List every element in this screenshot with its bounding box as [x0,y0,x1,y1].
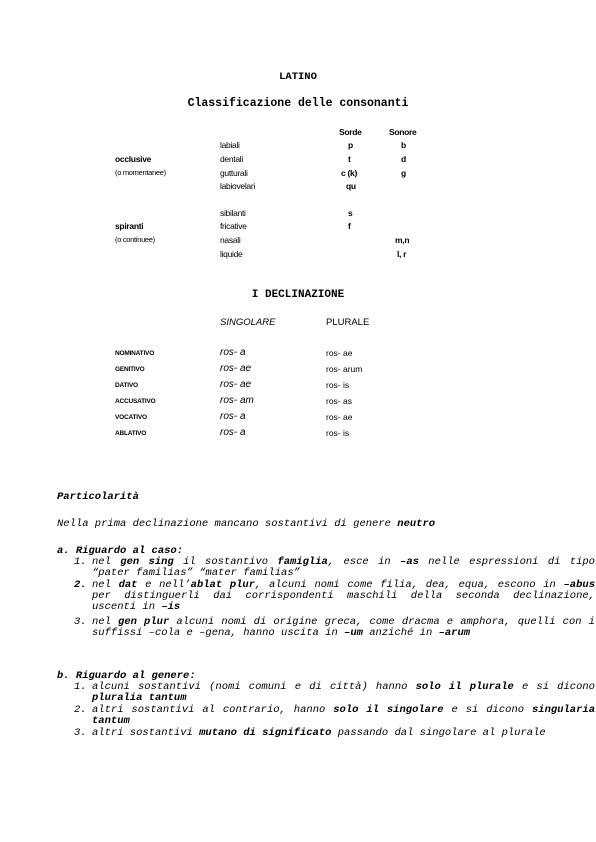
case-name: DATIVO [115,382,138,389]
list-item: 1. nel gen sing il sostantivo famiglia, esce in –as nelle espressioni di tipo “pater familias” “mater familias” [74,556,595,580]
sonore-value: m,n [395,235,410,245]
case-name: VOCATIVO [115,414,147,421]
list-item: 1. alcuni sostantivi (nomi comuni e di città) hanno solo il plurale e si dicono pluralia tantum [74,681,595,705]
list-item: 3. altri sostantivi mutano di significato passando dal singolare al plurale [74,727,546,739]
sonore-value: b [401,140,406,150]
page-title: LATINO [279,71,317,83]
declension-title: I DECLINAZIONE [251,289,345,301]
singular-form: ros- a [220,347,246,358]
sorde-value: qu [346,181,356,191]
plural-form: ros- is [326,428,350,438]
case-name: ABLATIVO [115,430,147,437]
sonore-value: d [401,154,406,164]
row-name: dentali [220,154,243,164]
section-heading-particolarita: Particolarità [57,491,139,503]
singular-form: ros- a [220,411,246,422]
singular-form: ros- a [220,427,246,438]
case-name: ACCUSATIVO [115,398,156,405]
sorde-value: s [348,208,353,218]
col-header-singolare: SINGOLARE [220,317,276,328]
list-item: 2. nel dat e nell’ablat plur, alcuni nomi come filia, dea, equa, escono in –abus per distinguerli dai corrispondenti maschili della seconda declinazione, uscenti in –is [74,579,595,614]
col-header-plurale: PLURALE [326,317,370,328]
plural-form: ros- arum [326,364,363,374]
row-name: sibilanti [220,208,246,218]
singular-form: ros- am [220,395,254,406]
row-name: labiali [220,140,240,150]
sorde-value: p [348,140,353,150]
sonore-value: l, r [397,249,407,259]
group-note-spiranti: (o continuee) [115,235,155,244]
sonore-value: g [401,168,406,178]
plural-form: ros- as [326,396,352,406]
row-name: nasali [220,235,241,245]
plural-form: ros- ae [326,412,353,422]
sorde-value: c (k) [341,168,357,178]
section-heading-a: a. Riguardo al caso: [57,545,184,557]
singular-form: ros- ae [220,379,252,390]
group-note-occlusive: (o momentanee) [115,168,166,177]
group-label-occlusive: occlusive [115,154,152,164]
intro-paragraph: Nella prima declinazione mancano sostantivi di genere neutro [57,518,436,530]
plural-form: ros- ae [326,348,353,358]
list-item: 3. nel gen plur alcuni nomi di origine greca, come dracma e amphora, quelli con i suffissi –cola e –gena, hanno uscita in –um anziché in –arum [74,616,595,640]
row-name: gutturali [220,168,248,178]
singular-form: ros- ae [220,363,252,374]
row-name: liquide [220,249,243,259]
col-header-sorde: Sorde [339,127,362,137]
page-subtitle: Classificazione delle consonanti [187,97,409,110]
plural-form: ros- is [326,380,350,390]
list-item: 2. altri sostantivi al contrario, hanno solo il singolare e si dicono singularia tantum [74,704,595,728]
section-heading-b: b. Riguardo al genere: [57,670,196,682]
row-name: fricative [220,221,247,231]
case-name: GENITIVO [115,366,145,373]
sorde-value: t [348,154,351,164]
case-name: NOMINATIVO [115,350,155,357]
sorde-value: f [348,221,351,231]
row-name: labiovelari [220,181,255,191]
col-header-sonore: Sonore [389,127,417,137]
group-label-spiranti: spiranti [115,221,144,231]
